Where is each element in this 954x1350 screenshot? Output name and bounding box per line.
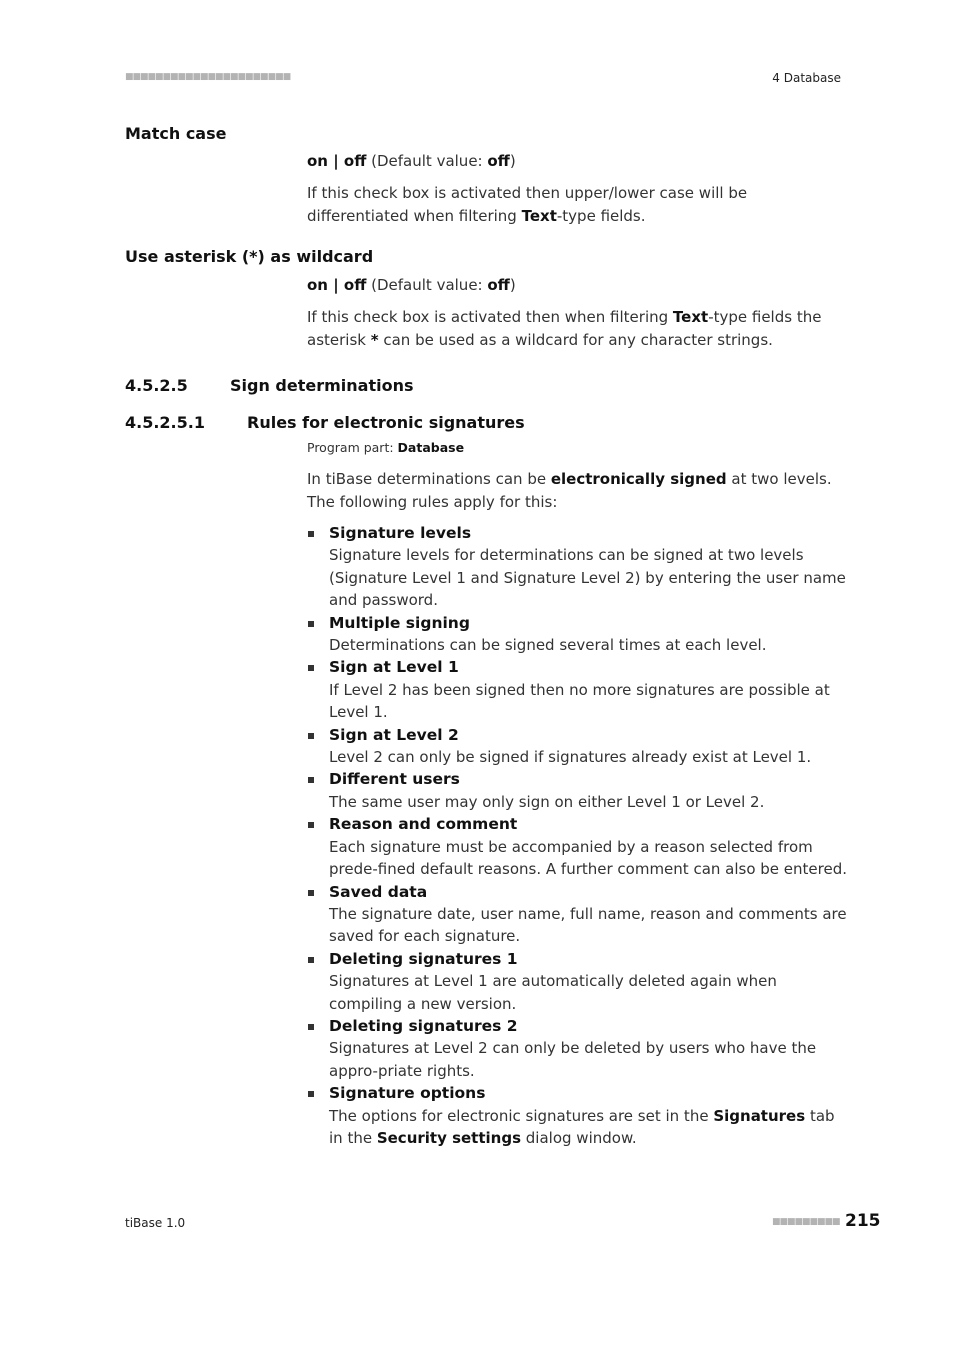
bullet-square-icon (308, 665, 314, 671)
match-case-description (307, 182, 847, 227)
rule-text: The same user may only sign on either Level 1 or Level 2. (329, 792, 765, 811)
section-4525-heading (125, 376, 414, 395)
bullet-square-icon (308, 822, 314, 828)
rule-title: Deleting signatures 2 (329, 1016, 518, 1035)
rule-title: Signature options (329, 1084, 486, 1103)
rule-text: Determinations can be signed several times at each level. (329, 636, 767, 655)
program-part (307, 440, 464, 455)
rule-title: Saved data (329, 882, 428, 901)
bullet-square-icon (308, 957, 314, 963)
bullet-square-icon (308, 1024, 314, 1030)
wildcard-desc-1: If this check box is activated then when filtering (307, 308, 673, 326)
header-decoration: ■■■■■■■■■■■■■■■■■■■■■■ (125, 72, 291, 82)
section-4525-number: 4.5.2.5 (125, 376, 188, 395)
wildcard-default-value: off (487, 276, 510, 294)
footer-decoration: ■■■■■■■■■ (772, 1217, 840, 1227)
wildcard-values-label: on | off (307, 276, 367, 294)
intro-text-bold: electronically signed (550, 470, 727, 488)
intro-paragraph (307, 468, 847, 513)
list-item (307, 881, 847, 948)
rule-text: Level 2 can only be signed if signatures already exist at Level 1. (329, 748, 812, 767)
section-45251-number: 4.5.2.5.1 (125, 413, 205, 432)
wildcard-desc-bold-1: Text (672, 308, 709, 326)
rule-title: Signature levels (329, 524, 472, 542)
list-item (307, 724, 847, 769)
section-45251-heading (125, 413, 525, 432)
match-case-values-label: on | off (307, 152, 367, 170)
rule-text: Signatures at Level 2 can only be deleted by users who have the appro-priate rights. (329, 1039, 817, 1080)
rules-list (307, 522, 847, 1149)
rule-text-3: dialog window. (521, 1128, 637, 1147)
rule-text-1: The options for electronic signatures are set in the (329, 1106, 714, 1125)
wildcard-title: Use asterisk (*) as wildcard (125, 247, 374, 266)
rule-text: Each signature must be accompanied by a reason selected from prede-fined default reasons. A further comment can also be entered. (329, 837, 847, 879)
bullet-square-icon (308, 531, 314, 537)
rule-title: Deleting signatures 1 (329, 949, 518, 968)
list-item (307, 1015, 847, 1082)
wildcard-desc-3: can be used as a wildcard for any character strings. (378, 330, 773, 349)
bullet-square-icon (308, 777, 314, 783)
wildcard-default-suffix: ) (509, 276, 516, 294)
footer-product: tiBase 1.0 (125, 1216, 186, 1230)
match-case-desc-2: -type fields. (556, 206, 646, 225)
match-case-default-prefix: (Default value: (366, 152, 488, 170)
match-case-default-value: off (487, 152, 510, 170)
list-item (307, 1082, 847, 1149)
list-item (307, 522, 847, 612)
intro-text-1: In tiBase determinations can be (307, 470, 551, 488)
rule-text: If Level 2 has been signed then no more signatures are possible at Level 1. (329, 680, 830, 722)
page-number: 215 (845, 1211, 881, 1231)
bullet-square-icon (308, 621, 314, 627)
wildcard-desc-2: -type fields the asterisk (307, 308, 822, 349)
section-45251-title: Rules for electronic signatures (247, 413, 525, 432)
match-case-desc-1: If this check box is activated then upper/lower case will be differentiated when filtering (307, 184, 748, 225)
bullet-square-icon (308, 1091, 314, 1097)
header-chapter: 4 Database (772, 71, 841, 85)
match-case-default-suffix: ) (509, 152, 516, 170)
wildcard-values (307, 274, 847, 297)
rule-title: Sign at Level 1 (329, 658, 459, 677)
list-item (307, 612, 847, 657)
bullet-square-icon (308, 733, 314, 739)
match-case-values (307, 150, 847, 173)
rule-text: Signature levels for determinations can be signed at two levels (Signature Level 1 and Signature Level 2) by entering the user name and password. (329, 546, 846, 610)
rule-text: The signature date, user name, full name, reason and comments are saved for each signature. (329, 904, 847, 946)
rule-text: Signatures at Level 1 are automatically deleted again when compiling a new version. (329, 972, 777, 1013)
program-part-label: Program part: (307, 440, 398, 455)
match-case-title: Match case (125, 124, 227, 143)
rule-title: Multiple signing (329, 613, 470, 632)
rule-title: Sign at Level 2 (329, 725, 459, 744)
rule-text-2: tab in the (329, 1106, 835, 1147)
bullet-square-icon (308, 890, 314, 896)
list-item (307, 768, 847, 813)
section-4525-title: Sign determinations (230, 376, 414, 395)
signatures-tab-ref: Signatures (713, 1106, 806, 1125)
wildcard-desc-bold-2: * (370, 330, 379, 349)
program-part-value: Database (397, 440, 465, 455)
wildcard-default-prefix: (Default value: (366, 276, 488, 294)
list-item (307, 656, 847, 723)
intro-text-2: at two levels. The following rules apply for this: (307, 470, 832, 511)
wildcard-description (307, 306, 847, 351)
list-item (307, 813, 847, 880)
list-item (307, 948, 847, 1015)
security-settings-ref: Security settings (376, 1128, 522, 1147)
rule-title: Different users (329, 770, 460, 789)
match-case-desc-bold: Text (521, 206, 557, 225)
rule-title: Reason and comment (329, 815, 518, 834)
